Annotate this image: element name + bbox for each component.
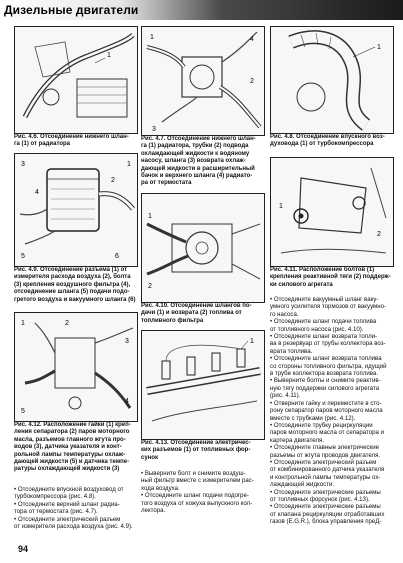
figure-4-10-illustration [141,193,265,303]
figure-4-7-illustration [141,26,265,136]
figure-callout: 6 [115,253,119,260]
body-text-middle-column: • Выверните болт и снимите воздуш- ный фильтр вместе с измерителем рас- хода воздуха. • Отсоедините шланг подачи подогре- того воздуха от кожуха выпускного кол- лектора. [141,470,254,515]
figure-callout: 3 [21,161,25,168]
figure-4-11-illustration [270,157,394,267]
figure-callout: 5 [21,253,25,260]
figure-callout: 4 [125,398,129,405]
figure-callout: 5 [21,408,25,415]
figure-4-7-caption: Рис. 4.7. Отсоединение нижнего шлан- га (1) радиатора, трубки (2) подвода охлаждающей жидкости к водяному насосу, шланга (3) возврата охлаж- дающей жидкости в расширительный бачок и верхнего шланга (4) радиато- ра от термостата [141,136,256,187]
figure-callout: 2 [65,320,69,327]
figure-4-6-caption: Рис. 4.6. Отсоединение нижнего шлан- га (1) от радиатора [14,134,129,148]
figure-callout: 1 [150,34,154,41]
figure-4-10-caption: Рис. 4.10. Отсоединение шлангов по- дачи (1) и возврата (2) топлива от топливного фильтра [141,303,252,324]
figure-4-8-illustration [270,26,394,134]
figure-callout: 4 [35,189,39,196]
figure-callout: 1 [127,161,131,168]
figure-4-11-caption: Рис. 4.11. Расположение болтов (1) крепления реактивной тяги (2) поддерж- ки силового агрегата [270,267,391,288]
figure-4-13-caption: Рис. 4.13. Отсоединение электричес- ких разъемов (1) от топливных фор- сунок [141,440,251,461]
section-header-bar [0,0,403,20]
figure-4-9-caption: Рис. 4.9. Отсоединение разъема (1) от измерителя расхода воздуха (2), болта (3) крепления воздушного фильтра (4), отсоединение шланга (5) подачи подо- гретого воздуха и вакуумного шланга (6) [14,267,136,303]
figure-callout: 3 [125,338,129,345]
page-number: 94 [18,544,29,554]
figure-callout: 1 [279,203,283,210]
figure-callout: 1 [107,52,111,59]
figure-4-9-illustration [14,153,138,267]
body-text-left-column: • Отсоедините впускной воздуховод от турбокомпрессора (рис. 4.8). • Отсоедините верхний шланг радиа- тора от термостата (рис. 4.7). • Отсоедините электрический разъем от измерителя расхода воздуха (рис. 4.9). [14,486,133,531]
figure-callout: 2 [148,283,152,290]
figure-callout: 1 [148,213,152,220]
figure-4-8-caption: Рис. 4.8. Отсоединение впускного воз- духовода (1) от турбокомпрессора [270,134,385,148]
figure-4-13-illustration [141,330,265,440]
figure-callout: 2 [250,78,254,85]
body-text-right-column: • Отсоедините вакуумный шланг ваку- умного усилителя тормозов от вакуумно- го насоса. • Отсоедините шланг подачи топлива от топливного насоса (рис. 4.10). • Отсоедините шланг возврата топли- ва в резервуар от трубы коллектора воз- врата топлива. • Отсоедините шланг возврата топлива со стороны топливного фильтра, идущий в трубе коллектора возврата топлива. • Выверните болты и снимите реактив- ную тягу поддержки силового агрегата (рис. 4.11). • Отверните гайку и переместите в сто- рону сепаратор паров моторного масла вместе с трубками (рис. 4.12). • Отсоедините трубку рециркуляции паров моторного масла от сепаратора и картера двигателя. • Отсоедините главные электрические разъемы от жгута проводов двигателя. • Отсоедините электрический разъем от комбинированного датчика указателя и контрольной лампы температуры ох- лаждающей жидкости. • Отсоедините электрические разъемы от топливных форсунок (рис. 4.13). • Отсоедините электрические разъемы от клапана рециркуляции отработавших газов (E.G.R.), блока управления преД- [270,296,387,526]
figure-callout: 1 [21,320,25,327]
figure-callout: 3 [152,126,156,133]
figure-4-12-caption: Рис. 4.12. Расположение гайки (1) креп- ления сепаратора (2) паров моторного масла, разъемов главного жгута про- водов (3), датчика указателя и конт- рольной лампы температуры охлаж- дающей жидкости (5) и датчика темпе- ратуры охлаждающей жидкости (3) [14,422,131,473]
section-title: Дизельные двигатели [4,3,139,17]
figure-callout: 1 [250,338,254,345]
figure-callout: 2 [111,177,115,184]
figure-4-12-illustration [14,312,138,422]
figure-callout: 2 [377,231,381,238]
figure-4-6-illustration [14,26,138,134]
figure-callout: 1 [377,44,381,51]
figure-callout: 4 [250,36,254,43]
